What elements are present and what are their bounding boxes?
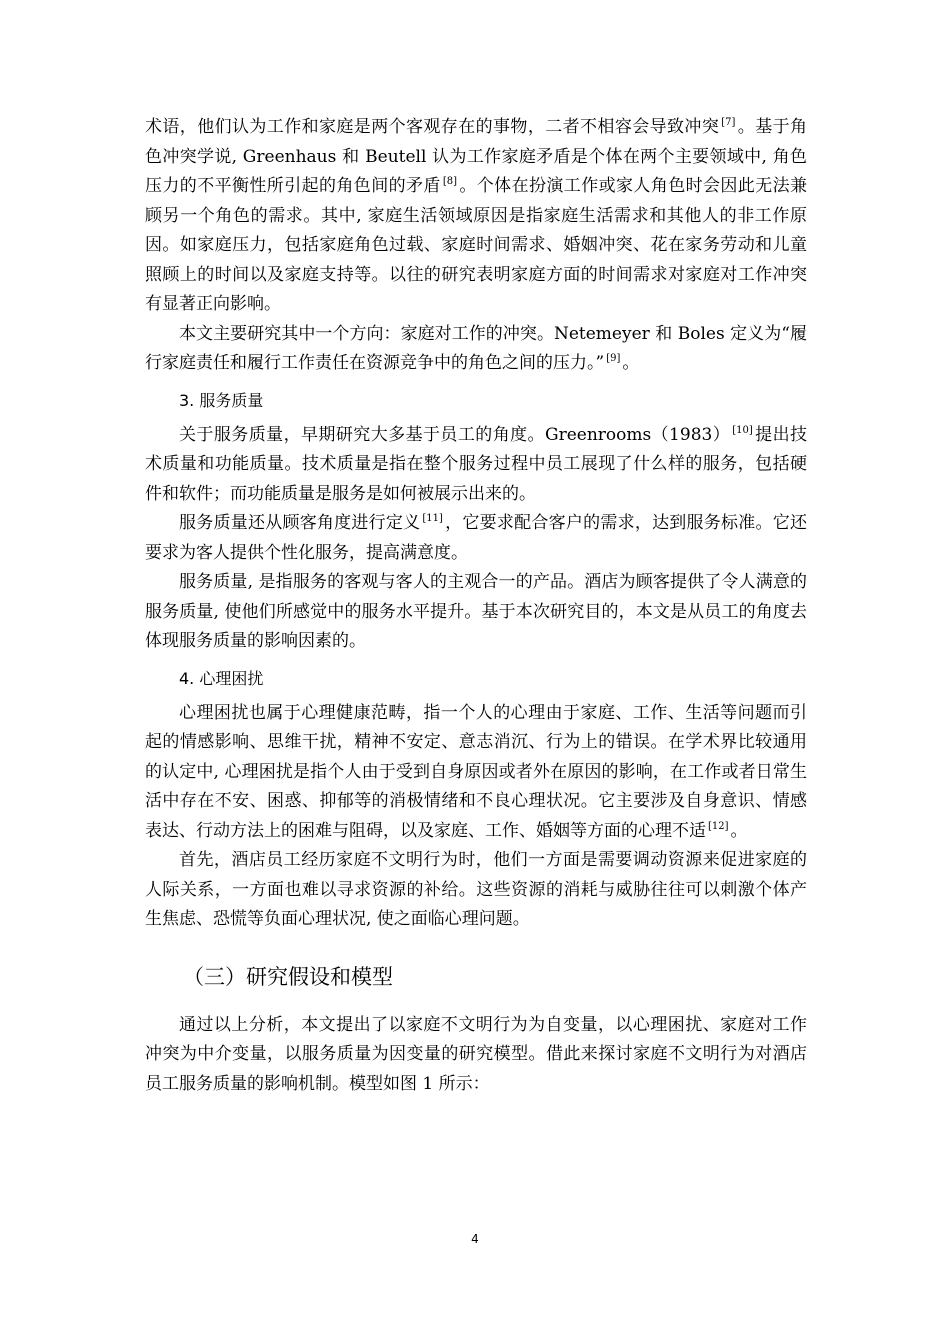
heading-hypothesis-model: （三）研究假设和模型 [183,964,393,989]
citation-9: [9] [606,353,621,365]
paragraph-text: 。基于角色冲突学说, Greenhaus 和 Beutell 认为工作家庭矛盾是个体在两个主要领域中, 角色压力的不平衡性所引起的角色间的矛盾 [145,117,808,196]
paragraph-text: 术语，他们认为工作和家庭是两个客观存在的事物，二者不相容会导致冲突 [145,117,720,137]
paragraph-text: 提出技术质量和功能质量。技术质量是指在整个服务过程中员工展现了什么样的服务，包括硬件和软件；而功能质量是服务是如何被展示出来的。 [145,424,808,504]
paragraph-text: 。 [730,820,748,841]
citation-11: [11] [422,513,443,525]
citation-10: [10] [732,424,753,436]
page-body [145,113,807,1099]
paragraph-service-quality-1 [145,421,807,510]
citation-12: [12] [708,820,729,832]
page-number: 4 [471,1232,479,1246]
paragraph-text: ，它要求配合客户的需求，达到服务标准。它还要求为客人提供个性化服务，提高满意度。 [145,513,808,563]
paragraph-role-conflict [145,113,807,320]
paragraph-text: 本文主要研究其中一个方向：家庭对工作的冲突。Netemeyer 和 Boles 定义为“履行家庭责任和履行工作责任在资源竞争中的角色之间的压力。” [145,323,807,373]
paragraph-text: 心理困扰也属于心理健康范畴，指一个人的心理由于家庭、工作、生活等问题而引起的情感影响、思维干扰，精神不安定、意志消沉、行为上的错误。在学术界比较通用的认定中, 心理困扰是指个人由于受到自身原因或者外在原因的影响，在工作或者日常生活中存在不安、困惑、抑郁等的消极情绪和不良心理状况。它主要涉及自身意识、情感表达、行动方法上的困难与阻碍，以及家庭、工作、婚姻等方面的心理不适 [145,702,807,841]
paragraph-text: 服务质量还从顾客角度进行定义 [179,513,421,533]
paragraph-service-quality-2 [145,509,807,568]
heading-service-quality: 3. 服务质量 [179,390,264,410]
paragraph-model-intro: 通过以上分析，本文提出了以家庭不文明行为为自变量，以心理困扰、家庭对工作冲突为中介变量，以服务质量为因变量的研究模型。借此来探讨家庭不文明行为对酒店员工服务质量的影响机制。模型如图 1 所示： [145,1014,807,1094]
paragraph-psych-distress-1 [145,699,807,847]
paragraph-psych-distress-2: 首先，酒店员工经历家庭不文明行为时，他们一方面是需要调动资源来促进家庭的人际关系，一方面也难以寻求资源的补给。这些资源的消耗与威胁往往可以刺激个体产生焦虑、恐慌等负面心理状况, 使之面临心理问题。 [145,850,807,929]
paragraph-service-quality-3: 服务质量, 是指服务的客观与客人的主观合一的产品。酒店为顾客提供了令人满意的服务质量, 使他们所感觉中的服务水平提升。基于本次研究目的，本文是从员工的角度去体现服务质量的影响因素的。 [145,572,807,651]
citation-7: [7] [721,117,736,129]
heading-psychological-distress: 4. 心理困扰 [179,668,264,688]
paragraph-text: 。个体在扮演工作或家人角色时会因此无法兼顾另一个角色的需求。其中, 家庭生活领域原因是指家庭生活需求和其他人的非工作原因。如家庭压力，包括家庭角色过载、家庭时间需求、婚姻冲突、花在家务劳动和儿童照顾上的时间以及家庭支持等。以往的研究表明家庭方面的时间需求对家庭对工作冲突有显著正向影响。 [145,176,807,314]
citation-8: [8] [442,176,457,188]
paragraph-text: 关于服务质量，早期研究大多基于员工的角度。Greenrooms（1983） [179,424,731,445]
paragraph-family-work-conflict [145,320,807,379]
paragraph-text: 。 [622,353,640,373]
